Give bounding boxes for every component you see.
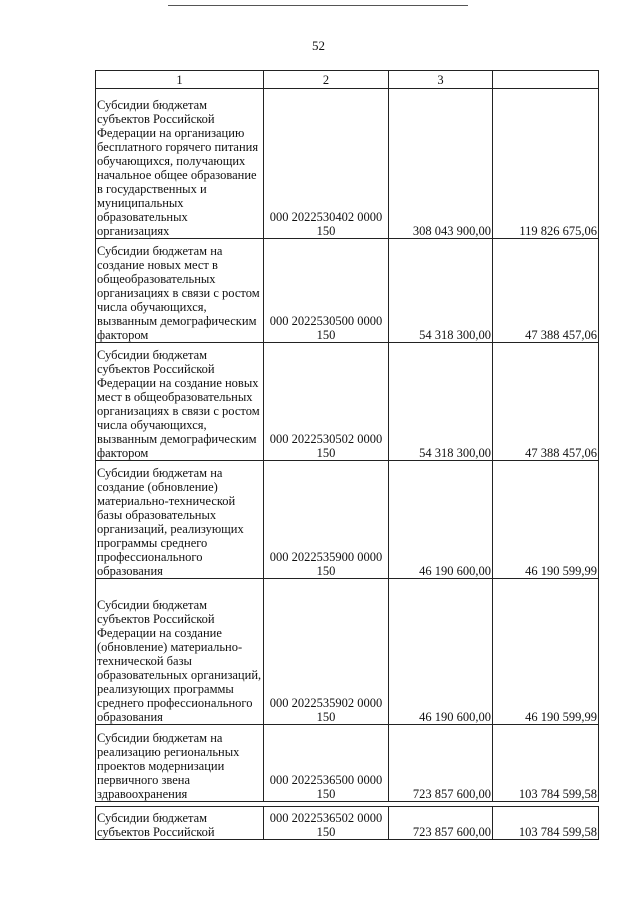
row-amount-2: 46 190 599,99	[493, 579, 599, 725]
budget-table	[95, 70, 599, 840]
row-name: Субсидии бюджетам на создание новых мест в общеобразовательных организациях в связи с ростом числа обучающихся, вызванным демографическим фактором	[96, 239, 264, 343]
row-code: 000 2022530402 0000 150	[264, 89, 389, 239]
row-amount-1: 54 318 300,00	[389, 239, 493, 343]
table-row	[96, 461, 599, 579]
row-code: 000 2022536502 0000 150	[264, 807, 389, 840]
row-amount-1: 46 190 600,00	[389, 461, 493, 579]
table-row	[96, 343, 599, 461]
row-code: 000 2022530502 0000 150	[264, 343, 389, 461]
row-amount-2: 103 784 599,58	[493, 807, 599, 840]
row-code: 000 2022535900 0000 150	[264, 461, 389, 579]
row-amount-1: 308 043 900,00	[389, 89, 493, 239]
row-name: Субсидии бюджетам субъектов Российской Федерации на создание новых мест в общеобразовательных организациях в связи с ростом числа обучающихся, вызванным демографическим фактором	[96, 343, 264, 461]
row-amount-1: 46 190 600,00	[389, 579, 493, 725]
header-col-4	[493, 71, 599, 89]
row-name: Субсидии бюджетам субъектов Российской Федерации на создание (обновление) материально-технической базы образовательных организаций, реализующих программы среднего профессионального образования	[96, 579, 264, 725]
row-code: 000 2022535902 0000 150	[264, 579, 389, 725]
row-amount-1: 723 857 600,00	[389, 807, 493, 840]
row-name: Субсидии бюджетам на реализацию региональных проектов модернизации первичного звена здравоохранения	[96, 725, 264, 802]
row-name: Субсидии бюджетам на создание (обновление) материально-технической базы образовательных организаций, реализующих программы среднего профессионального образования	[96, 461, 264, 579]
row-amount-2: 47 388 457,06	[493, 239, 599, 343]
row-amount-2: 47 388 457,06	[493, 343, 599, 461]
top-rule	[168, 5, 468, 6]
row-amount-2: 103 784 599,58	[493, 725, 599, 802]
row-amount-1: 723 857 600,00	[389, 725, 493, 802]
row-name: Субсидии бюджетам субъектов Российской	[96, 807, 264, 840]
row-code: 000 2022530500 0000 150	[264, 239, 389, 343]
header-col-3: 3	[389, 71, 493, 89]
header-row	[96, 71, 599, 89]
row-name: Субсидии бюджетам субъектов Российской Федерации на организацию бесплатного горячего питания обучающихся, получающих начальное общее образование в государственных и муниципальных образовательных организациях	[96, 89, 264, 239]
table-row	[96, 725, 599, 802]
row-amount-1: 54 318 300,00	[389, 343, 493, 461]
table-row	[96, 89, 599, 239]
row-amount-2: 46 190 599,99	[493, 461, 599, 579]
table-row	[96, 579, 599, 725]
table-row	[96, 807, 599, 840]
table-row	[96, 239, 599, 343]
row-amount-2: 119 826 675,06	[493, 89, 599, 239]
page-number: 52	[312, 38, 325, 53]
header-col-2: 2	[264, 71, 389, 89]
row-code: 000 2022536500 0000 150	[264, 725, 389, 802]
header-col-1: 1	[96, 71, 264, 89]
